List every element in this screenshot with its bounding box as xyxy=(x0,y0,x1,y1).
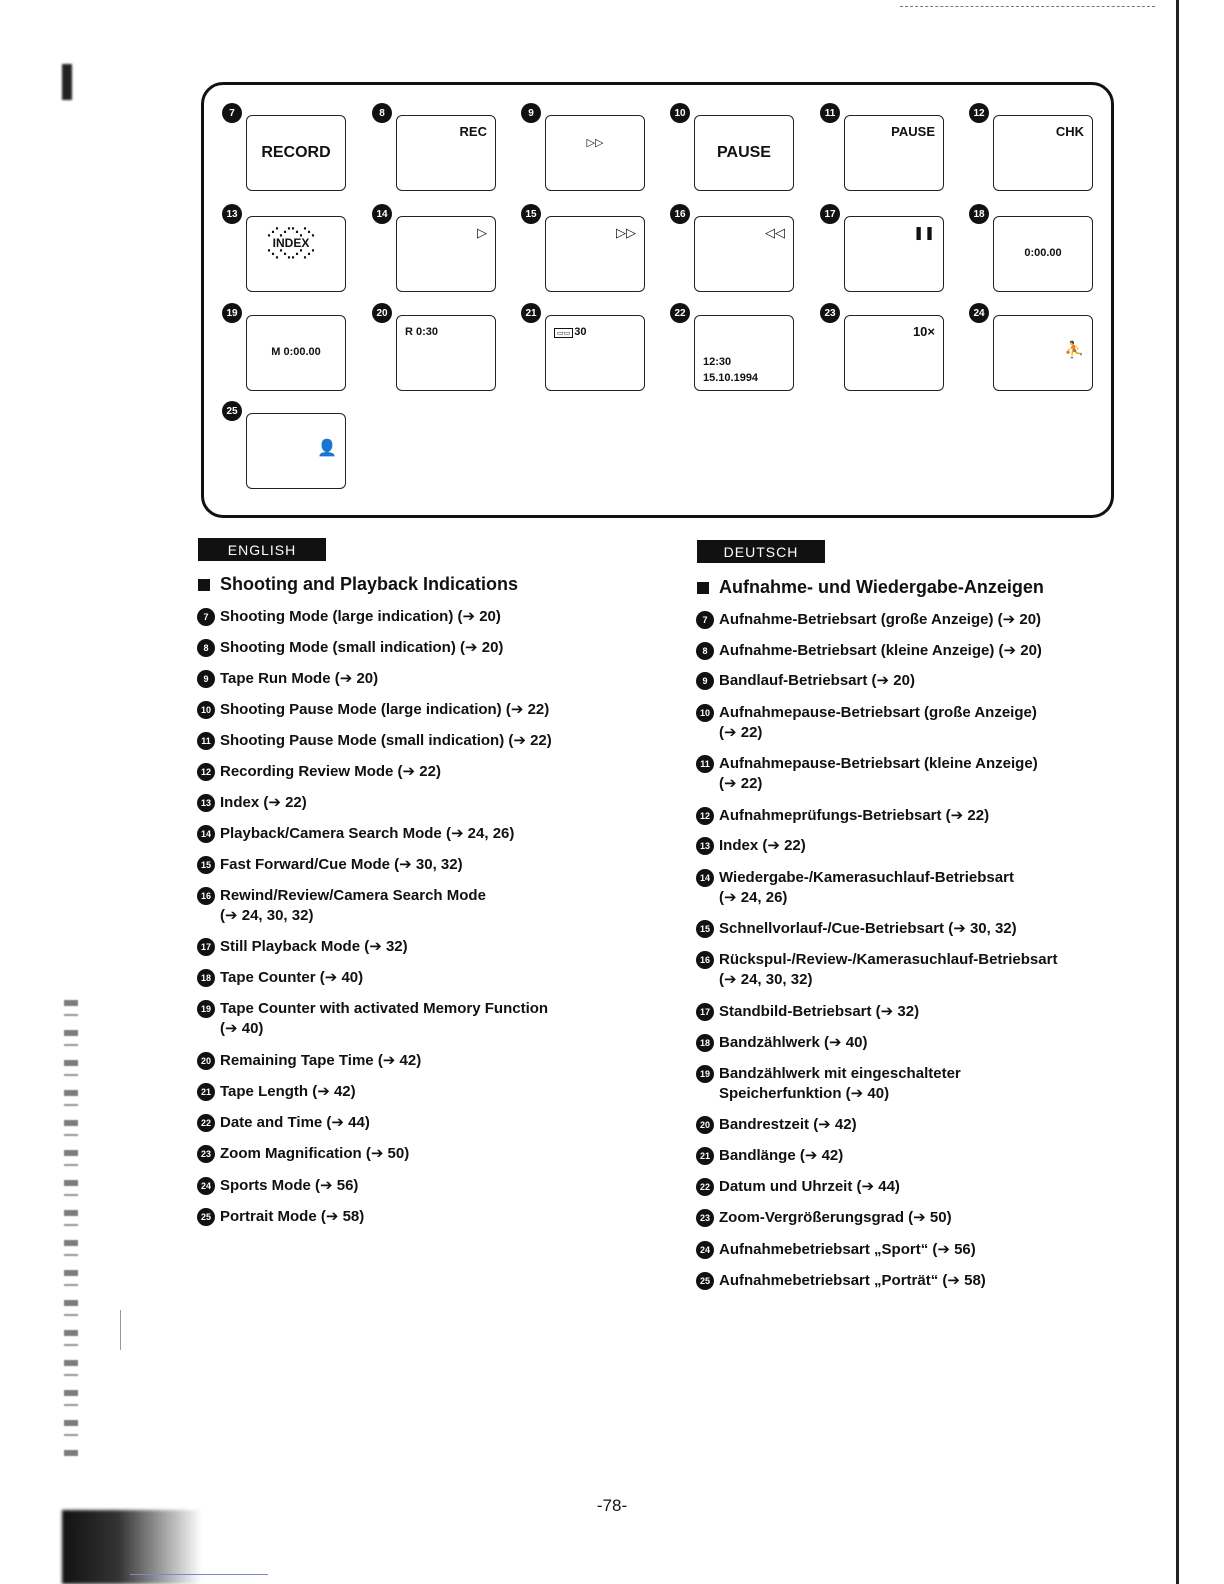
indication-number: 24 xyxy=(969,303,989,323)
item-number-badge: 10 xyxy=(696,704,714,722)
item-text: Tape Counter with activated Memory Function (➔ 40) xyxy=(220,1000,549,1037)
indication-label: PAUSE xyxy=(891,124,935,139)
scan-mark xyxy=(130,1574,268,1575)
item-number-badge: 11 xyxy=(696,755,714,773)
indication-cell xyxy=(652,188,802,288)
list-item xyxy=(696,868,1014,908)
item-number-badge: 21 xyxy=(197,1083,215,1101)
item-text: Sports Mode (➔ 56) xyxy=(220,1177,359,1194)
indication-cell xyxy=(652,287,802,387)
tape-length-value: 30 xyxy=(574,326,587,338)
indication-cell xyxy=(951,287,1101,387)
item-text: Zoom-Vergrößerungsgrad (➔ 50) xyxy=(719,1209,952,1226)
indication-cell xyxy=(503,87,653,187)
item-number-badge: 9 xyxy=(197,670,215,688)
viewfinder-screen xyxy=(993,315,1093,391)
indication-cell xyxy=(354,87,504,187)
indication-number: 7 xyxy=(222,103,242,123)
indication-label: 0:00.00 xyxy=(1024,247,1062,259)
viewfinder-screen xyxy=(993,216,1093,292)
indication-label: ❚❚ xyxy=(913,225,935,240)
list-item xyxy=(696,806,989,826)
english-tag: ENGLISH xyxy=(198,538,326,561)
item-text: Aufnahmebetriebsart „Porträt“ (➔ 58) xyxy=(719,1272,986,1289)
item-number-badge: 14 xyxy=(696,869,714,887)
list-item xyxy=(696,1033,867,1053)
item-text: Bandlänge (➔ 42) xyxy=(719,1147,844,1164)
item-number-badge: 12 xyxy=(696,807,714,825)
indication-cell xyxy=(204,188,354,288)
list-item xyxy=(696,919,1017,939)
item-number-badge: 18 xyxy=(197,969,215,987)
item-number-badge: 23 xyxy=(197,1145,215,1163)
list-item xyxy=(197,793,307,813)
indication-cell xyxy=(652,87,802,187)
indication-number: 12 xyxy=(969,103,989,123)
index-label: INDEX xyxy=(272,236,310,250)
list-item xyxy=(696,1146,843,1166)
list-item xyxy=(696,1240,976,1260)
item-number-badge: 24 xyxy=(696,1241,714,1259)
indication-number: 9 xyxy=(521,103,541,123)
portrait-icon: 👤 xyxy=(317,440,337,457)
indication-number: 20 xyxy=(372,303,392,323)
list-item xyxy=(197,669,378,689)
indication-cell xyxy=(802,87,952,187)
item-number-badge: 7 xyxy=(197,608,215,626)
item-text: Fast Forward/Cue Mode (➔ 30, 32) xyxy=(220,856,463,873)
viewfinder-screen xyxy=(545,216,645,292)
indication-cell xyxy=(503,287,653,387)
item-number-badge: 17 xyxy=(197,938,215,956)
item-number-badge: 14 xyxy=(197,825,215,843)
list-item xyxy=(696,950,1057,990)
item-text: Tape Run Mode (➔ 20) xyxy=(220,670,379,687)
list-item xyxy=(696,1177,900,1197)
sports-icon: ⛹ xyxy=(1064,342,1084,359)
item-number-badge: 16 xyxy=(197,887,215,905)
item-number-badge: 21 xyxy=(696,1147,714,1165)
list-item xyxy=(197,855,463,875)
indication-label: R 0:30 xyxy=(405,326,439,338)
list-item xyxy=(696,610,1041,630)
page-number: -78- xyxy=(596,1496,628,1515)
list-item xyxy=(696,1064,961,1104)
item-text: Portrait Mode (➔ 58) xyxy=(220,1208,365,1225)
viewfinder-screen xyxy=(246,315,346,391)
viewfinder-screen xyxy=(694,315,794,391)
item-text: Bandzählwerk mit eingeschalteter Speicherfunktion (➔ 40) xyxy=(719,1065,961,1102)
viewfinder-screen xyxy=(844,216,944,292)
item-text: Wiedergabe-/Kamerasuchlauf-Betriebsart (➔ 24, 26) xyxy=(719,869,1014,906)
deutsch-title-text: Aufnahme- und Wiedergabe-Anzeigen xyxy=(719,577,1044,597)
indication-number: 25 xyxy=(222,401,242,421)
item-number-badge: 23 xyxy=(696,1209,714,1227)
item-number-badge: 18 xyxy=(696,1034,714,1052)
indication-cell xyxy=(354,287,504,387)
indication-cell xyxy=(204,385,354,485)
list-item xyxy=(197,731,552,751)
indication-number: 22 xyxy=(670,303,690,323)
item-number-badge: 22 xyxy=(696,1178,714,1196)
item-text: Tape Counter (➔ 40) xyxy=(220,969,364,986)
indication-number: 13 xyxy=(222,204,242,224)
viewfinder-screen xyxy=(694,115,794,191)
indication-cell xyxy=(802,287,952,387)
scan-mark xyxy=(62,64,72,100)
list-item xyxy=(696,1271,986,1291)
viewfinder-screen xyxy=(246,413,346,489)
item-text: Bandzählwerk (➔ 40) xyxy=(719,1034,868,1051)
scan-mark xyxy=(62,1510,202,1584)
indication-number: 10 xyxy=(670,103,690,123)
item-text: Remaining Tape Time (➔ 42) xyxy=(220,1052,422,1069)
indication-cell xyxy=(354,188,504,288)
indication-cell xyxy=(802,188,952,288)
item-text: Bandrestzeit (➔ 42) xyxy=(719,1116,857,1133)
viewfinder-screen xyxy=(844,115,944,191)
item-text: Index (➔ 22) xyxy=(719,837,806,854)
viewfinder-screen xyxy=(545,315,645,391)
item-text: Aufnahmepause-Betriebsart (kleine Anzeige) (➔ 22) xyxy=(719,755,1038,792)
english-section-title xyxy=(198,574,518,595)
list-item xyxy=(696,1002,919,1022)
indication-number: 14 xyxy=(372,204,392,224)
item-text: Aufnahme-Betriebsart (kleine Anzeige) (➔ 20) xyxy=(719,642,1042,659)
list-item xyxy=(696,671,915,691)
scan-edge-top xyxy=(900,6,1155,8)
item-number-badge: 20 xyxy=(197,1052,215,1070)
viewfinder-indications-panel xyxy=(201,82,1114,518)
indication-cell xyxy=(951,188,1101,288)
indication-label: ▷ xyxy=(477,225,487,240)
item-number-badge: 10 xyxy=(197,701,215,719)
tape-cassette-icon: ▭▭ xyxy=(554,328,573,338)
item-number-badge: 9 xyxy=(696,672,714,690)
list-item xyxy=(696,1115,857,1135)
indication-label: ▷▷ xyxy=(616,225,636,240)
item-number-badge: 24 xyxy=(197,1177,215,1195)
item-text: Shooting Pause Mode (small indication) (➔ 22) xyxy=(220,732,552,749)
indication-cell xyxy=(204,287,354,387)
bullet-square-icon xyxy=(697,582,709,594)
list-item xyxy=(197,968,363,988)
deutsch-section-title xyxy=(697,577,1044,598)
item-text: Playback/Camera Search Mode (➔ 24, 26) xyxy=(220,825,515,842)
scan-edge-right xyxy=(1176,0,1179,1584)
list-item xyxy=(696,703,1037,743)
item-text: Aufnahmepause-Betriebsart (große Anzeige) (➔ 22) xyxy=(719,704,1037,741)
indication-label: M 0:00.00 xyxy=(271,346,321,358)
english-title-text: Shooting and Playback Indications xyxy=(220,574,519,594)
item-text: Date and Time (➔ 44) xyxy=(220,1114,370,1131)
item-number-badge: 8 xyxy=(696,642,714,660)
list-item xyxy=(696,754,1038,794)
indication-number: 21 xyxy=(521,303,541,323)
indication-number: 19 xyxy=(222,303,242,323)
item-number-badge: 25 xyxy=(696,1272,714,1290)
scan-mark xyxy=(64,1000,78,1460)
list-item xyxy=(197,607,501,627)
blink-rays-icon: ⋱⋱⋰⋰ xyxy=(267,247,315,261)
list-item xyxy=(197,1207,364,1227)
indication-number: 11 xyxy=(820,103,840,123)
item-number-badge: 20 xyxy=(696,1116,714,1134)
indication-number: 8 xyxy=(372,103,392,123)
viewfinder-screen xyxy=(396,315,496,391)
indication-number: 17 xyxy=(820,204,840,224)
list-item xyxy=(197,1144,409,1164)
item-text: Rewind/Review/Camera Search Mode (➔ 24, 30, 32) xyxy=(220,887,486,924)
viewfinder-screen xyxy=(396,216,496,292)
item-text: Index (➔ 22) xyxy=(220,794,307,811)
item-number-badge: 8 xyxy=(197,639,215,657)
date-value: 15.10.1994 xyxy=(703,372,759,384)
list-item xyxy=(197,886,486,926)
viewfinder-screen xyxy=(246,115,346,191)
item-number-badge: 15 xyxy=(197,856,215,874)
item-number-badge: 15 xyxy=(696,920,714,938)
item-number-badge: 13 xyxy=(696,837,714,855)
indication-label: CHK xyxy=(1055,124,1084,139)
item-text: Rückspul-/Review-/Kamerasuchlauf-Betriebsart (➔ 24, 30, 32) xyxy=(719,951,1058,988)
indication-label: ▷▷ xyxy=(586,137,604,149)
item-number-badge: 17 xyxy=(696,1003,714,1021)
indication-label: ◁◁ xyxy=(765,225,785,240)
item-number-badge: 25 xyxy=(197,1208,215,1226)
indication-label: REC xyxy=(459,124,487,139)
indication-number: 18 xyxy=(969,204,989,224)
indication-cell xyxy=(951,87,1101,187)
list-item xyxy=(197,638,503,658)
indication-number: 23 xyxy=(820,303,840,323)
item-number-badge: 12 xyxy=(197,763,215,781)
deutsch-tag: DEUTSCH xyxy=(697,540,825,563)
time-value: 12:30 xyxy=(703,356,732,368)
item-text: Shooting Mode (large indication) (➔ 20) xyxy=(220,608,501,625)
item-text: Zoom Magnification (➔ 50) xyxy=(220,1145,410,1162)
item-text: Shooting Pause Mode (large indication) (➔ 22) xyxy=(220,701,550,718)
list-item xyxy=(197,824,514,844)
indication-label: PAUSE xyxy=(717,144,771,161)
scan-mark xyxy=(120,1310,121,1350)
list-item xyxy=(696,1208,952,1228)
indication-cell xyxy=(204,87,354,187)
item-number-badge: 19 xyxy=(197,1000,215,1018)
viewfinder-screen xyxy=(545,115,645,191)
item-text: Shooting Mode (small indication) (➔ 20) xyxy=(220,639,504,656)
list-item xyxy=(197,937,408,957)
list-item xyxy=(696,836,806,856)
item-text: Still Playback Mode (➔ 32) xyxy=(220,938,408,955)
item-number-badge: 11 xyxy=(197,732,215,750)
bullet-square-icon xyxy=(198,579,210,591)
viewfinder-screen xyxy=(694,216,794,292)
indication-number: 15 xyxy=(521,204,541,224)
viewfinder-screen xyxy=(844,315,944,391)
indication-number: 16 xyxy=(670,204,690,224)
item-number-badge: 7 xyxy=(696,611,714,629)
list-item xyxy=(197,999,548,1039)
blink-rays-icon: ⋰⋰⋱⋱ xyxy=(267,225,315,239)
viewfinder-screen xyxy=(396,115,496,191)
item-text: Datum und Uhrzeit (➔ 44) xyxy=(719,1178,900,1195)
list-item xyxy=(197,1113,370,1133)
list-item xyxy=(197,1051,421,1071)
item-text: Aufnahmeprüfungs-Betriebsart (➔ 22) xyxy=(719,807,990,824)
item-text: Bandlauf-Betriebsart (➔ 20) xyxy=(719,672,915,689)
list-item xyxy=(197,700,549,720)
item-text: Tape Length (➔ 42) xyxy=(220,1083,356,1100)
list-item xyxy=(197,1176,358,1196)
item-text: Schnellvorlauf-/Cue-Betriebsart (➔ 30, 32) xyxy=(719,920,1017,937)
item-number-badge: 16 xyxy=(696,951,714,969)
indication-label: 10× xyxy=(912,324,935,339)
indication-label: RECORD xyxy=(261,144,331,161)
item-text: Standbild-Betriebsart (➔ 32) xyxy=(719,1003,920,1020)
item-text: Aufnahmebetriebsart „Sport“ (➔ 56) xyxy=(719,1241,976,1258)
item-text: Aufnahme-Betriebsart (große Anzeige) (➔ 20) xyxy=(719,611,1042,628)
viewfinder-screen xyxy=(993,115,1093,191)
list-item xyxy=(197,1082,356,1102)
item-number-badge: 13 xyxy=(197,794,215,812)
indication-cell xyxy=(503,188,653,288)
viewfinder-screen xyxy=(246,216,346,292)
list-item xyxy=(197,762,441,782)
item-number-badge: 22 xyxy=(197,1114,215,1132)
item-number-badge: 19 xyxy=(696,1065,714,1083)
item-text: Recording Review Mode (➔ 22) xyxy=(220,763,441,780)
list-item xyxy=(696,641,1042,661)
